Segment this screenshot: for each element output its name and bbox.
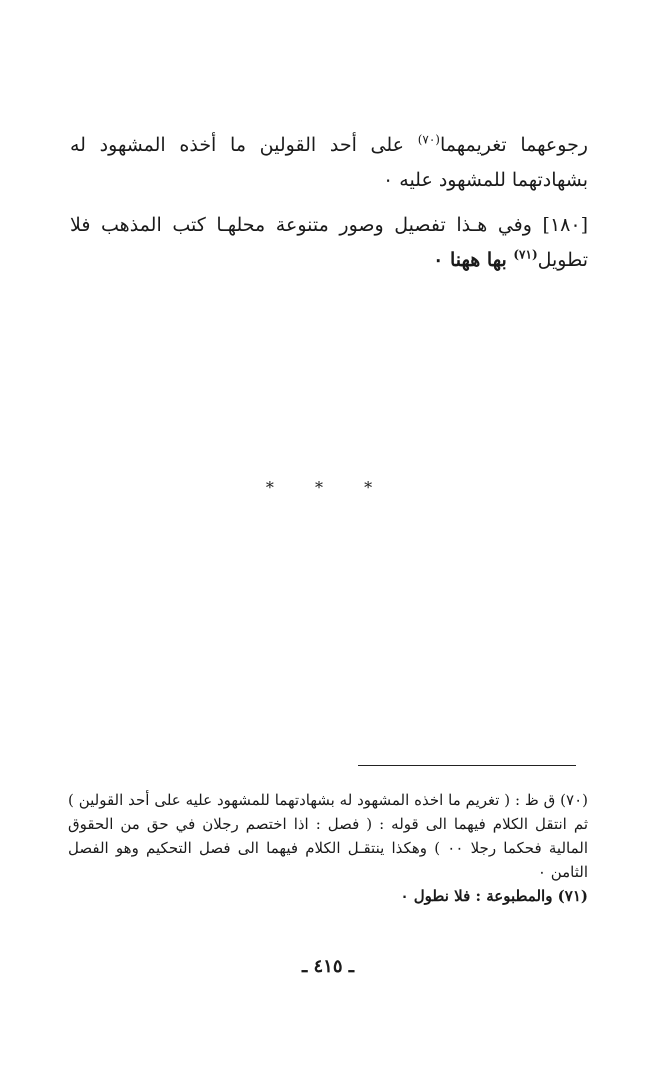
footnote-rule [358, 765, 576, 766]
footnote-70: (٧٠) ق ظ : ( تغريم ما اخذه المشهود له بشهادتهما للمشهود عليه على أحد القولين ) ثم انتقل الكلام فيهما الى قوله : ( فصل : اذا اختصم رجلان في حق من الحقوق المالية فحكما رجلا ٠٠ ) وهكذا ينتقـل الكلام فيهما الى فصل التحكيم وهو الفصل الثامن ٠ [68, 791, 588, 881]
main-text [70, 128, 588, 278]
paragraph-1 [70, 128, 588, 198]
paragraph-180 [70, 208, 588, 278]
paragraph-1-text: رجوعهما تغريمهما [439, 134, 588, 156]
footnote-ref-70: (٧٠) [417, 132, 440, 147]
page-number: ـ ٤١٥ ـ [301, 956, 355, 977]
paragraph-180-text: [١٨٠] وفي هـذا تفصيل وصور متنوعة محلهـا كتب المذهب فلا تطويل [70, 214, 588, 271]
paragraph-180-continuation: بها ههنا ٠ [433, 249, 514, 271]
section-separator-stars: * * * [265, 478, 391, 497]
footnote-ref-71: (٧١) [513, 247, 538, 262]
footnote-71: (٧١) والمطبوعة : فلا نطول ٠ [400, 887, 588, 905]
footnotes [68, 788, 588, 908]
paragraph-1-continuation: على أحد القولين ما أخذه المشهود له بشهادتهما للمشهود عليه ٠ [70, 134, 588, 191]
